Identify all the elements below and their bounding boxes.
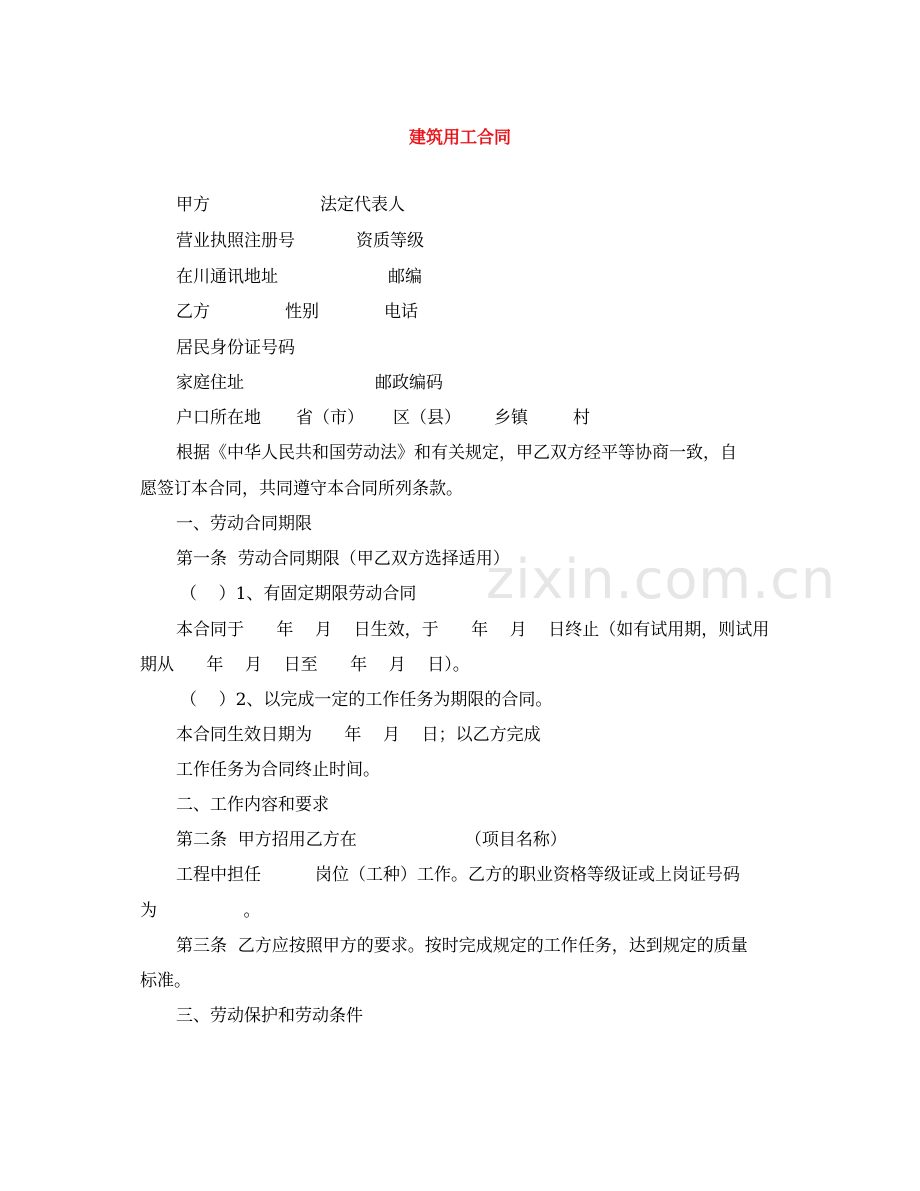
intro-line-2: 愿签订本合同，共同遵守本合同所列条款。: [140, 479, 463, 499]
article-3-line-1: 第三条 乙方应按照甲方的要求。按时完成规定的工作任务，达到规定的质量: [176, 936, 748, 956]
id-no-label: 居民身份证号码: [176, 338, 295, 358]
postal-code-label: 邮政编码: [375, 373, 443, 393]
town-label: 乡镇: [494, 408, 528, 428]
section-3-heading: 三、劳动保护和劳动条件: [176, 1006, 363, 1026]
gender-label: 性别: [285, 302, 319, 322]
village-label: 村: [573, 408, 590, 428]
article-1: 第一条 劳动合同期限（甲乙双方选择适用）: [176, 549, 510, 569]
document-title: 建筑用工合同: [409, 128, 511, 148]
district-label: 区（县）: [393, 408, 461, 428]
watermark: zixin.com.cn: [486, 548, 837, 611]
license-no-label: 营业执照注册号: [176, 231, 295, 251]
phone-label: 电话: [384, 302, 418, 322]
legal-rep-label: 法定代表人: [320, 195, 405, 215]
party-a-label: 甲方: [176, 195, 210, 215]
article-2-line-2: 工程中担任 岗位（工种）工作。乙方的职业资格等级证或上岗证号码: [176, 865, 741, 885]
intro-line-1: 根据《中华人民共和国劳动法》和有关规定，甲乙双方经平等协商一致，自: [176, 443, 737, 463]
province-label: 省（市）: [296, 408, 364, 428]
article-2-line-3: 为 。: [140, 901, 261, 921]
postcode-label: 邮编: [388, 267, 422, 287]
home-address-label: 家庭住址: [176, 373, 244, 393]
qualification-label: 资质等级: [356, 231, 424, 251]
fixed-term-line-2: 期从 年 月 日至 年 月 日）。: [140, 655, 470, 675]
fixed-term-line-1: 本合同于 年 月 日生效，于 年 月 日终止（如有试用期，则试用: [176, 620, 770, 640]
option-1: （ ）1、有固定期限劳动合同: [180, 584, 417, 604]
task-term-line-1: 本合同生效日期为 年 月 日；以乙方完成: [176, 725, 541, 745]
party-b-label: 乙方: [176, 302, 210, 322]
article-3-line-2: 标准。: [140, 971, 191, 991]
address-label: 在川通讯地址: [176, 267, 278, 287]
section-1-heading: 一、劳动合同期限: [176, 514, 312, 534]
option-2: （ ）2、以完成一定的工作任务为期限的合同。: [180, 690, 553, 710]
hukou-label: 户口所在地: [176, 408, 261, 428]
section-2-heading: 二、工作内容和要求: [176, 795, 329, 815]
article-2: 第二条 甲方招用乙方在 （项目名称）: [176, 830, 567, 850]
task-term-line-2: 工作任务为合同终止时间。: [176, 760, 380, 780]
